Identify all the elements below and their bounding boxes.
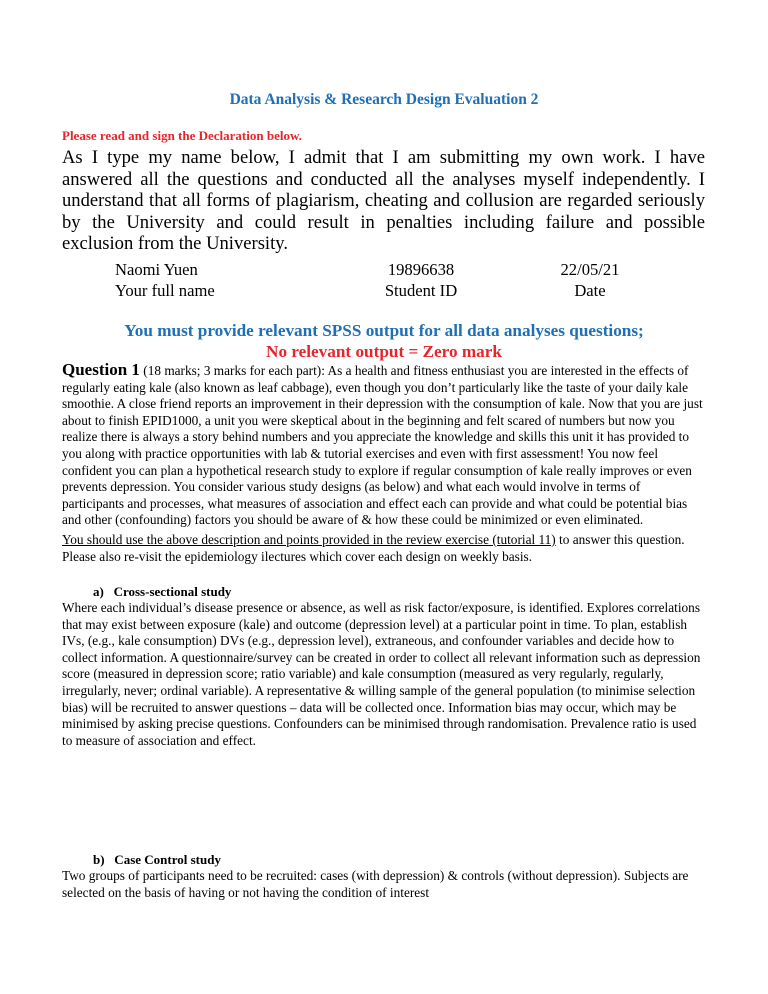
date-value: 22/05/21 — [560, 260, 620, 279]
question-1-marks: (18 marks; 3 marks for each part): — [143, 363, 325, 378]
part-b-body: Two groups of participants need to be recruited: cases (with depression) & controls (without depression). Subjects are selected on the basis of having or not having the condition of interest — [62, 868, 689, 900]
signature-id-block — [361, 259, 481, 301]
question-1 — [62, 362, 705, 529]
full-name-value: Naomi Yuen — [115, 260, 198, 279]
spss-warning-line1: You must provide relevant SPSS output for all data analyses questions; — [124, 321, 644, 340]
student-id-label: Student ID — [384, 281, 458, 300]
question-1-note — [62, 532, 705, 565]
spss-warning — [0, 320, 768, 362]
question-1-body: As a health and fitness enthusiast you are interested in the effects of regularly eating kale (also known as leaf cabbage), even though you don’t particularly like the taste of your daily kale smoothie. A close friend reports an improvement in their depression with the consumption of kale. Now that you are just about to finish EPID1000, a unit you were skeptical about in the beginning and felt scared of numbers but now you realize there is always a story behind numbers and you appreciate the knowledge and skills this unit it has provided to you along with practice opportunities with lab & tutorial exercises and even with first assessment! You now feel confident you can plan a hypothetical research study to explore if regular consumption of kale really improves or even prevents depression. You consider various study designs (as below) and what each would involve in terms of participants and processes, what measures of association and effect each can provide and what could be potential bias and other (confounding) factors you should be aware of & how these could be minimized or even eliminated. — [62, 363, 703, 528]
note-rest: to answer this question. Please also re-visit the epidemiology ilectures which cover each design on weekly basis. — [62, 532, 685, 564]
date-label: Date — [574, 281, 606, 300]
full-name-label: Your full name — [115, 281, 215, 300]
signature-name-block — [115, 259, 215, 301]
signature-date-block — [553, 259, 627, 301]
spss-warning-line2: No relevant output = Zero mark — [266, 342, 502, 361]
part-a-heading: a) Cross-sectional study — [93, 584, 232, 599]
document-title: Data Analysis & Research Design Evaluation 2 — [229, 91, 539, 108]
question-1-heading: Question 1 — [62, 360, 140, 379]
student-id-value: 19896638 — [387, 260, 455, 279]
part-a-body: Where each individual’s disease presence or absence, as well as risk factor/exposure, is identified. Explores correlations that may exist between exposure (kale) and outcome (depression level) at a particular point in time. To plan, establish IVs, (e.g., kale consumption) DVs (e.g., depression level), extraneous, and confounder variables and decide how to collect information. A questionnaire/survey can be created in order to collect all relevant information such as depression score (measured in depression score; ratio variable) and kale consumption (measured as very regularly, regularly, irregularly, never; ordinal variable). A representative & willing sample of the general population (to minimise selection bias) will be recruited to answer questions – data will be collected once. Information bias may occur, which may be minimised by asking precise questions. Confounders can be minimised through randomisation. Prevalence ratio is used to measure of association and effect. — [62, 600, 701, 748]
part-b-heading: b) Case Control study — [93, 852, 221, 867]
declaration-text: As I type my name below, I admit that I am submitting my own work. I have answered all the questions and conducted all the analyses myself independently. I understand that all forms of plagiarism, cheating and collusion are regarded seriously by the University and could result in penalties including failure and possible exclusion from the University. — [62, 147, 705, 254]
note-underlined: You should use the above description and points provided in the review exercise (tutorial 11) — [62, 532, 556, 547]
declaration-instruction: Please read and sign the Declaration below. — [62, 128, 302, 143]
